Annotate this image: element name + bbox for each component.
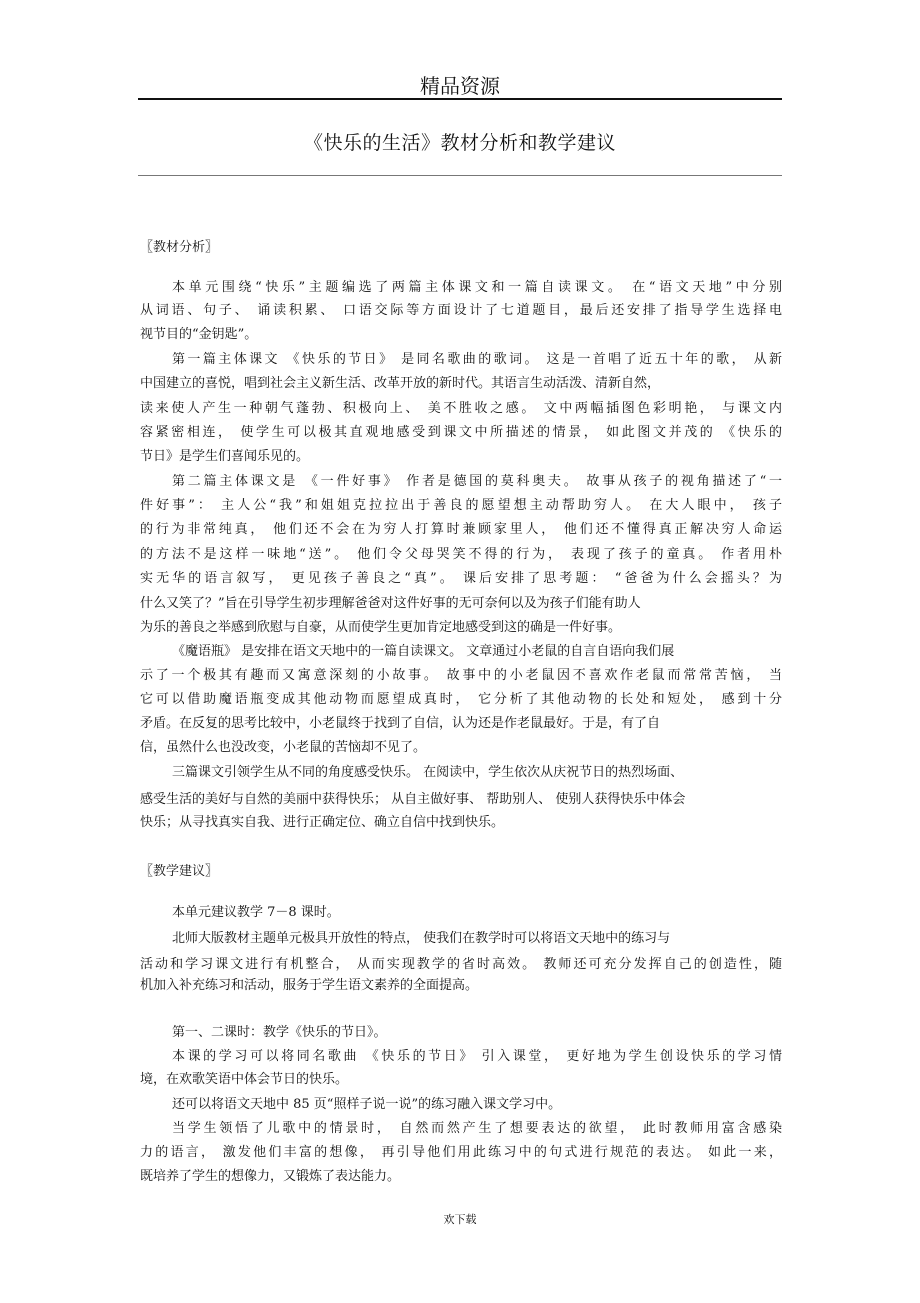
paragraph-line: 机加入补充练习和活动，服务于学生语文素养的全面提高。 — [140, 978, 479, 993]
paragraph-line: 什么又笑了？”旨在引导学生初步理解爸爸对这件好事的无可奈何以及为孩子们能有助人 — [140, 596, 641, 611]
section-heading-analysis: 〖教材分析〗 — [140, 240, 219, 255]
paragraph-line: 实无华的语言叙写， 更见孩子善良之“真”。 课后安排了思考题： “爸爸为什么会摇头？为 — [140, 571, 782, 586]
paragraph-line: 视节目的“金钥匙”。 — [140, 327, 258, 342]
paragraph-line: 第二篇主体课文是 《一件好事》 作者是德国的莫科奥夫。 故事从孩子的视角描述了“一 — [172, 474, 782, 489]
page-header-title: 精品资源 — [420, 74, 500, 98]
paragraph-line: 第一篇主体课文 《快乐的节日》 是同名歌曲的歌词。 这是一首唱了近五十年的歌， 从新 — [172, 352, 782, 367]
paragraph-line: 当学生领悟了儿歌中的情景时， 自然而然产生了想要表达的欲望， 此时教师用富含感染 — [172, 1121, 782, 1136]
paragraph-line: 信，虽然什么也没改变，小老鼠的苦恼却不见了。 — [140, 740, 427, 755]
document-title: 《快乐的生活》教材分析和教学建议 — [303, 132, 616, 154]
paragraph-line: 还可以将语文天地中 85 页“照样子说一说”的练习融入课文学习中。 — [172, 1097, 562, 1112]
paragraph-line: 读来使人产生一种朝气蓬勃、积极向上、 美不胜收之感。 文中两幅插图色彩明艳， 与课文内 — [140, 401, 782, 416]
paragraph-line: 从词语、句子、 诵读积累、 口语交际等方面设计了七道题目，最后还安排了指导学生选择电 — [140, 303, 782, 318]
paragraph-line: 为乐的善良之举感到欣慰与自豪，从而使学生更加肯定地感受到这的确是一件好事。 — [140, 620, 622, 635]
paragraph-line: 本单元建议教学 7－8 课时。 — [172, 905, 340, 920]
title-rule — [138, 175, 782, 176]
paragraph-line: 北师大版教材主题单元极具开放性的特点， 使我们在教学时可以将语文天地中的练习与 — [172, 931, 671, 946]
paragraph-line: 容紧密相连， 使学生可以极其直观地感受到课文中所描述的情景， 如此图文并茂的 《快乐的 — [140, 425, 782, 440]
paragraph-line: 节日》是学生们喜闻乐见的。 — [140, 449, 310, 464]
paragraph-line: 示了一个极其有趣而又寓意深刻的小故事。 故事中的小老鼠因不喜欢作老鼠而常常苦恼， 当 — [140, 668, 782, 683]
paragraph-line: 它可以借助魔语瓶变成其他动物而愿望成真时， 它分析了其他动物的长处和短处， 感到十分 — [140, 692, 782, 707]
paragraph-line: 的方法不是这样一味地“送”。 他们令父母哭笑不得的行为， 表现了孩子的童真。 作者用朴 — [140, 547, 782, 562]
paragraph-line: 感受生活的美好与自然的美丽中获得快乐； 从自主做好事、 帮助别人、 使别人获得快乐中体会 — [140, 792, 686, 807]
paragraph-line: 《魔语瓶》 是安排在语文天地中的一篇自读课文。 文章通过小老鼠的自言自语向我们展 — [172, 644, 675, 659]
paragraph-line: 第一、二课时：教学《快乐的节日》。 — [172, 1025, 387, 1040]
section-heading-suggestions: 〖教学建议〗 — [140, 864, 219, 879]
paragraph-line: 中国建立的喜悦，唱到社会主义新生活、改革开放的新时代。其语言生动活泼、清新自然， — [140, 376, 661, 391]
paragraph-line: 力的语言， 激发他们丰富的想像， 再引导他们用此练习中的句式进行规范的表达。 如此一来， — [140, 1145, 782, 1160]
paragraph-line: 快乐；从寻找真实自我、进行正确定位、确立自信中找到快乐。 — [140, 815, 505, 830]
header-rule — [138, 98, 782, 100]
paragraph-line: 件好事”： 主人公“我”和姐姐克拉拉出于善良的愿望想主动帮助穷人。 在大人眼中， 孩子 — [140, 498, 782, 513]
paragraph-line: 本单元围绕“快乐”主题编选了两篇主体课文和一篇自读课文。 在“语文天地”中分别 — [172, 280, 782, 295]
paragraph-line: 活动和学习课文进行有机整合， 从而实现教学的省时高效。 教师还可充分发挥自己的创造性，随 — [140, 957, 782, 972]
page-footer: 欢下载 — [443, 1213, 477, 1226]
paragraph-line: 既培养了学生的想像力，又锻炼了表达能力。 — [140, 1169, 401, 1184]
paragraph-line: 矛盾。在反复的思考比较中，小老鼠终于找到了自信，认为还是作老鼠最好。于是，有了自 — [140, 716, 661, 731]
paragraph-line: 三篇课文引领学生从不同的角度感受快乐。 在阅读中，学生依次从庆祝节日的热烈场面、 — [172, 765, 684, 780]
paragraph-line: 本课的学习可以将同名歌曲 《快乐的节日》 引入课堂， 更好地为学生创设快乐的学习情 — [172, 1049, 782, 1064]
paragraph-line: 境，在欢歌笑语中体会节日的快乐。 — [140, 1072, 349, 1087]
paragraph-line: 的行为非常纯真， 他们还不会在为穷人打算时兼顾家里人， 他们还不懂得真正解决穷人命运 — [140, 522, 782, 537]
